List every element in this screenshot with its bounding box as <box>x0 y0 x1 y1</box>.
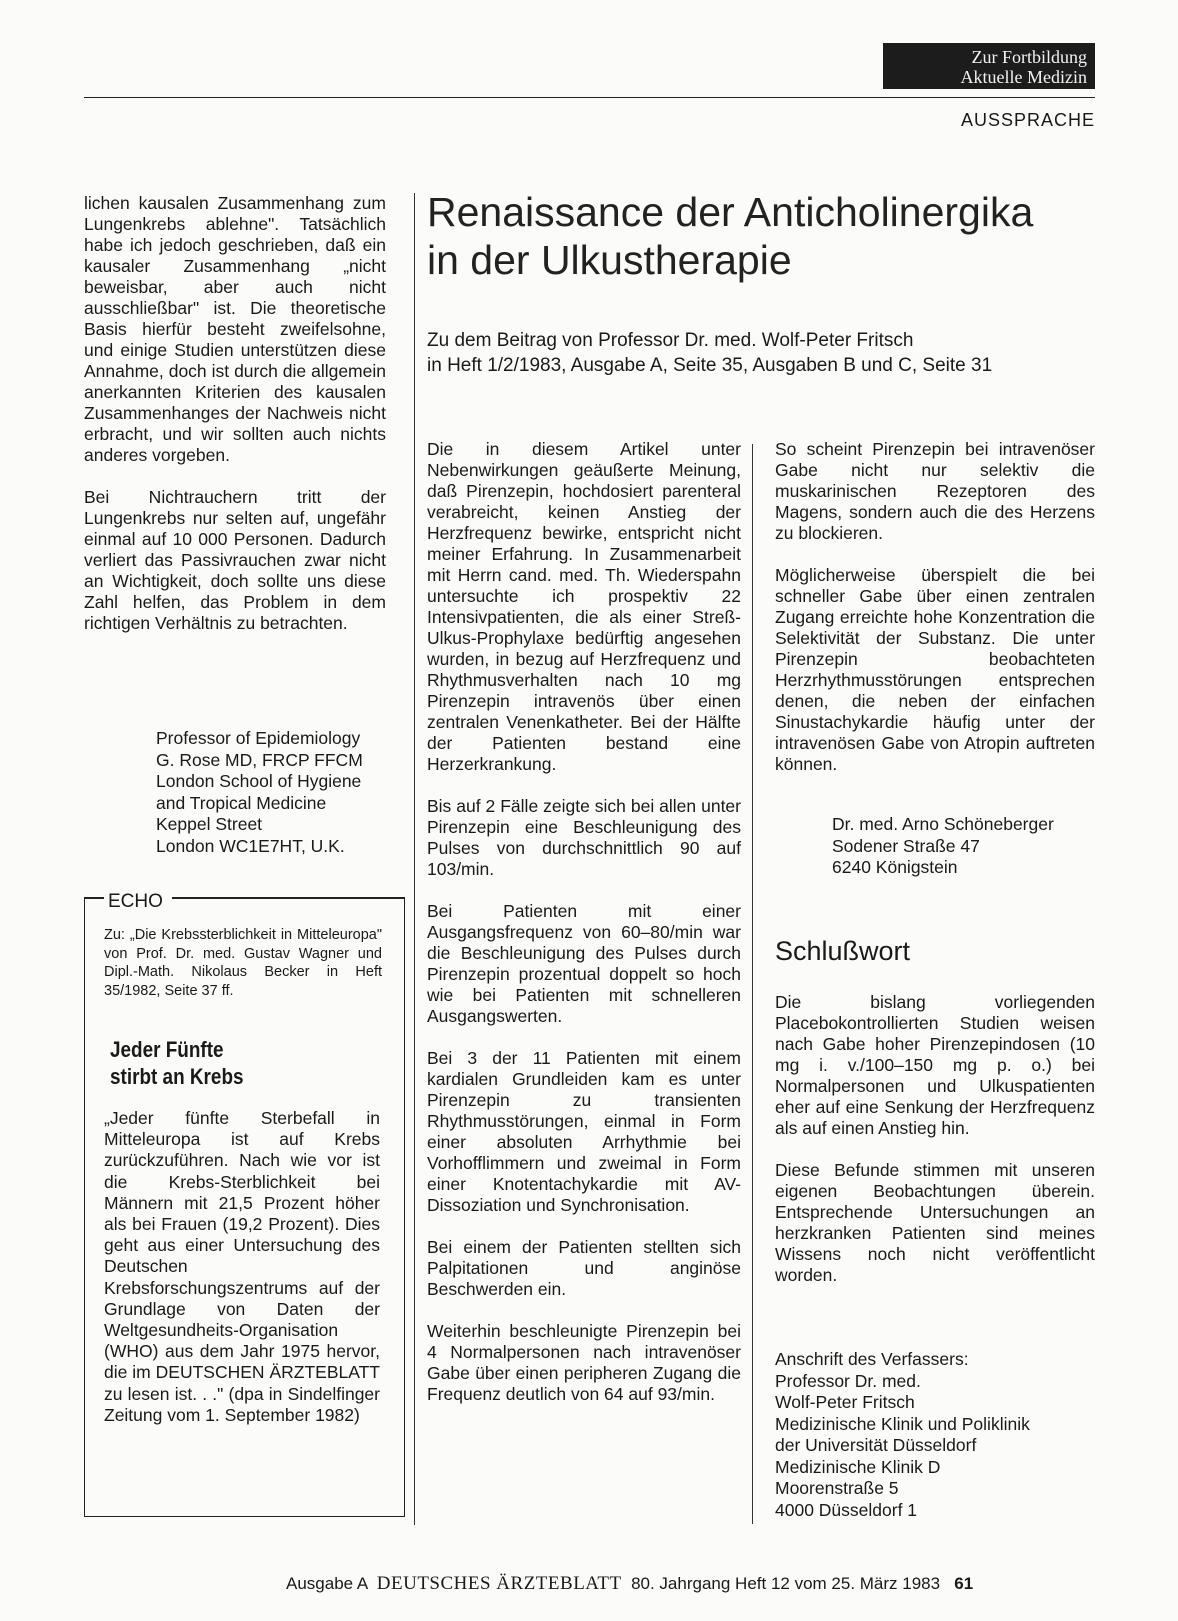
signature-line: Keppel Street <box>156 814 263 834</box>
signature-line: 6240 Königstein <box>832 857 958 877</box>
echo-box-top-left <box>84 897 104 899</box>
middle-paragraph-6: Weiterhin beschleunigte Pirenzepin bei 4 Normalpersonen nach intravenöser Gabe über einen peripheren Zugang die Frequenz deutlich von 64 auf 93/min. <box>427 1321 741 1404</box>
column-rule-left <box>414 193 415 1525</box>
echo-intro: Zu: „Die Krebssterblichkeit in Mitteleuropa" von Prof. Dr. med. Gustav Wagner und Dipl.-Math. Nikolaus Becker in Heft 35/1982, Seite 37 ff. <box>104 927 382 999</box>
address-line: Wolf-Peter Fritsch <box>775 1392 915 1412</box>
author-address <box>775 1349 1095 1521</box>
middle-column <box>427 439 741 1405</box>
echo-label: ECHO <box>104 891 167 913</box>
schlusswort-text <box>775 992 1095 1307</box>
address-line: Medizinische Klinik D <box>775 1456 941 1477</box>
header-box-line2: Aktuelle Medizin <box>960 67 1087 87</box>
signature-line: London WC1E7HT, U.K. <box>156 835 345 856</box>
middle-paragraph-1: Die in diesem Artikel unter Nebenwirkungen geäußerte Meinung, daß Pirenzepin, hochdosiert parenteral verabreicht, keinen Anstieg der Herzfrequenz bewirke, entspricht nicht meiner Erfahrung. In Zusammenarbeit mit Herrn cand. med. Th. Wiederspahn untersuchte ich prospektiv 22 Intensivpatienten, die als einer Streß-Ulkus-Prophylaxe bedürftig angesehen wurden, in bezug auf Herzfrequenz und Rhythmusverhalten nach 10 mg Pirenzepin intravenös über einen zentralen Venenkatheter. Bei der Hälfte der Patienten bestand eine Herzerkrankung. <box>427 439 741 774</box>
schlusswort-paragraph-2: Diese Befunde stimmen mit unseren eigenen Beobachtungen überein. Entsprechende Untersuchungen an herzkranken Patienten sind meines Wissens noch nicht veröffentlicht worden. <box>775 1160 1095 1285</box>
schoeneberger-signature <box>832 814 1092 879</box>
signature-line: Sodener Straße 47 <box>832 835 980 856</box>
signature-line: G. Rose MD, FRCP FFCM <box>156 749 363 770</box>
article-subline <box>427 328 1107 378</box>
middle-paragraph-2: Bis auf 2 Fälle zeigte sich bei allen unter Pirenzepin eine Beschleunigung des Pulses von durchschnittlich 90 auf 103/min. <box>427 796 741 879</box>
column-rule-right <box>752 444 753 1524</box>
address-line: 4000 Düsseldorf 1 <box>775 1499 918 1520</box>
article-subline-line2: in Heft 1/2/1983, Ausgabe A, Seite 35, Ausgaben B und C, Seite 31 <box>427 355 993 376</box>
middle-paragraph-4: Bei 3 der 11 Patienten mit einem kardialen Grundleiden kam es unter Pirenzepin zu transienten Rhythmusstörungen, einmal in Form einer absoluten Arrhythmie bei Vorhofflimmern und zweimal in Form einer Knotentachykardie mit AV-Dissoziation und Synchronisation. <box>427 1048 741 1215</box>
page-number: 61 <box>954 1574 974 1593</box>
right-paragraph-2: Möglicherweise überspielt die bei schneller Gabe über einen zentralen Zugang erreichte hohe Konzentration die Selektivität der Substanz. Die unter Pirenzepin beobachteten Herzrhythmusstörungen entsprechen denen, die neben der einfachen Sinustachykardie häufig unter der intravenösen Gabe von Atropin auftreten können. <box>775 565 1095 774</box>
signature-line: Professor of Epidemiology <box>156 728 361 748</box>
schlusswort-paragraph-1: Die bislang vorliegenden Placebokontrollierten Studien weisen nach Gabe hoher Pirenzepindosen (10 mg i. v./100–150 mg p. o.) bei Normalpersonen und Ulkuspatienten eher auf eine Senkung der Herzfrequenz als auf einen Anstieg hin. <box>775 992 1095 1138</box>
middle-paragraph-5: Bei einem der Patienten stellten sich Palpitationen und anginöse Beschwerden ein. <box>427 1237 741 1299</box>
echo-headline <box>110 1036 342 1090</box>
page-footer <box>286 1573 973 1595</box>
article-title-line1: Renaissance der Anticholinergika <box>427 189 1034 235</box>
signature-line: and Tropical Medicine <box>156 792 327 813</box>
address-line: Anschrift des Verfassers: <box>775 1349 969 1369</box>
header-rule <box>84 97 1095 98</box>
signature-line: London School of Hygiene <box>156 771 362 791</box>
signature-line: Dr. med. Arno Schöneberger <box>832 814 1054 834</box>
article-title <box>427 188 1107 284</box>
address-line: Moorenstraße 5 <box>775 1478 899 1498</box>
schlusswort-heading: Schlußwort <box>775 936 911 966</box>
article-title-line2: in der Ulkustherapie <box>427 237 792 283</box>
footer-edition: Ausgabe A <box>286 1574 368 1593</box>
address-line: Professor Dr. med. <box>775 1370 921 1391</box>
echo-headline-line1: Jeder Fünfte <box>110 1037 224 1062</box>
left-paragraph-1: lichen kausalen Zusammenhang zum Lungenkrebs ablehne". Tatsächlich habe ich jedoch geschrieben, daß ein kausaler Zusammenhang „nicht beweisbar, aber auch nicht ausschließbar" ist. Die theoretische Basis hierfür besteht zweifelsohne, und einige Studien unterstützen diese Annahme, doch ist durch die allgemein anerkannten Kriterien des kausalen Zusammenhanges der Nachweis nicht erbracht, und wir sollten auch nichts anderes vorgeben. <box>84 193 386 465</box>
right-paragraph-1: So scheint Pirenzepin bei intravenöser Gabe nicht nur selektiv die muskarinischen Rezeptoren des Magens, sondern auch die des Herzens zu blockieren. <box>775 439 1095 543</box>
address-line: Medizinische Klinik und Poliklinik <box>775 1413 1030 1434</box>
echo-box-top-right <box>172 897 405 899</box>
echo-headline-line2: stirbt an Krebs <box>110 1064 244 1089</box>
section-label: AUSSPRACHE <box>960 110 1095 130</box>
echo-body: „Jeder fünfte Sterbefall in Mitteleuropa ist auf Krebs zurückzuführen. Nach wie vor ist die Krebs-Sterblichkeit bei Männern mit 21,5 Prozent höher als bei Frauen (19,2 Prozent). Dies geht aus einer Untersuchung des Deutschen Krebsforschungszentrums auf der Grundlage von Daten der Weltgesundheits-Organisation (WHO) aus dem Jahr 1975 hervor, die im DEUTSCHEN ÄRZTEBLATT zu lesen ist. . ." (dpa in Sindelfinger Zeitung vom 1. September 1982) <box>104 1108 380 1425</box>
header-box-line1: Zur Fortbildung <box>971 47 1087 67</box>
left-paragraph-2: Bei Nichtrauchern tritt der Lungenkrebs nur selten auf, ungefähr einmal auf 10 000 Personen. Dadurch verliert das Passivrauchen zwar nicht an Wichtigkeit, doch sollte uns diese Zahl helfen, das Problem in dem richtigen Verhältnis zu betrachten. <box>84 487 386 633</box>
rose-signature <box>156 728 406 857</box>
middle-paragraph-3: Bei Patienten mit einer Ausgangsfrequenz von 60–80/min war die Beschleunigung des Pulses durch Pirenzepin prozentual doppelt so hoch wie bei Patienten mit schnelleren Ausgangswerten. <box>427 901 741 1026</box>
footer-issue: 80. Jahrgang Heft 12 vom 25. März 1983 <box>631 1574 941 1593</box>
address-line: der Universität Düsseldorf <box>775 1435 977 1455</box>
article-subline-line1: Zu dem Beitrag von Professor Dr. med. Wolf-Peter Fritsch <box>427 330 914 351</box>
right-column <box>775 439 1095 775</box>
footer-journal: DEUTSCHES ÄRZTEBLATT <box>376 1573 622 1594</box>
section-header-box <box>883 43 1095 89</box>
left-column <box>84 193 386 655</box>
